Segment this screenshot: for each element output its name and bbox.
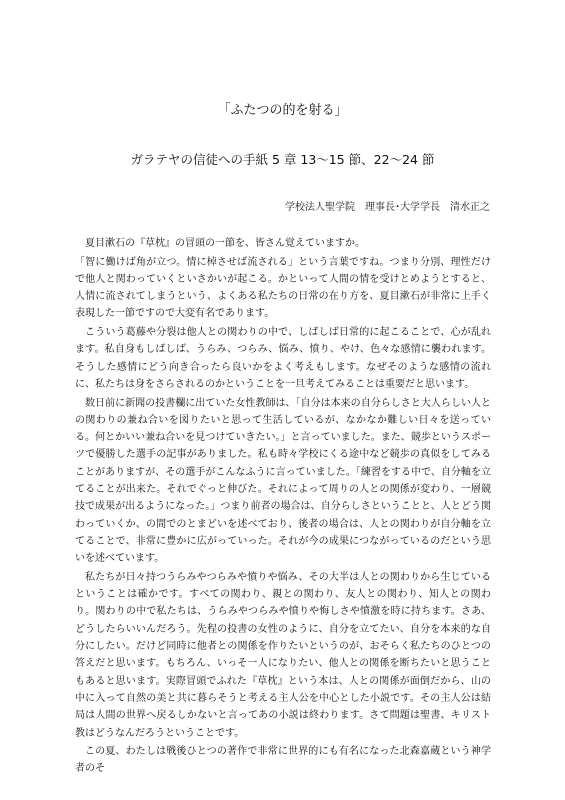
paragraph-closing: この夏、わたしは戦後ひとつの著作で非常に世界的にも有名になった北森嘉蔵という神学者のそ [75,746,491,775]
paragraph-intro: 夏目漱石の『草枕』の冒頭の一節を、皆さん覚えていますか。 [85,238,365,249]
paragraph-conflict: こういう葛藤や分裂は他人との関わりの中で、しばしば日常的に起こることで、心が乱れます。私自身もしばしば、うらみ、つらみ、悩み、憤り、やけ、色々な感情に襲われます。そうした感情にどう向き合ったら良いかをよく考えもします。なぜそのような感情の流れに、私たちは身をさらされるのかということを一旦考えてみることは重要だと思います。 [75,327,491,390]
paragraph-newspaper: 数日前に新聞の投書欄に出ていた女性教師は、「自分は本来の自分らしさと大人らしい人との関わりの兼ね合いを図りたいと思って生活しているが、なかなか難しい日々を送っている。何とかいい兼ね合いを見つけていきたい。」と言っていました。また、競歩というスポーツで優勝した選手の記事がありました。私も時々学校にくる途中など競歩の真似をしてみることがありますが、その選手がこんなふうに言っていました。「練習をする中で、自分軸を立てることが出来た。それでぐっと伸びた。それによって周りの人との関係が変わり、一層競技で成果が出るようになった。」つまり前者の場合は、自分らしさということと、人とどう関わっていくか、の間でのとまどいを述べており、後者の場合は、人との関わりが自分軸を立てることで、非常に豊かに広がっていった。それが今の成果につながっているのだという思いを述べています。 [75,397,491,565]
body-text [75,235,491,779]
paragraph-quote: 「智に働けば角が立つ。情に棹させば流される」という言葉ですね。つまり分別、理性だけで他人と関わっていくといさかいが起こる。かといって人間の情を受けとめようとすると、人情に流されてしまうという、よくある私たちの日常の在り方を、夏目漱石が非常に上手く表現した一節ですので大変有名であります。 [75,256,491,320]
scripture-reference: ガラテヤの信徒への手紙 5 章 13～15 節、22～24 節 [130,152,435,167]
author-line: 学校法人聖学院 理事長･大学学長 清水正之 [285,202,490,213]
paragraph-relationships: 私たちが日々持つうらみやつらみや憤りや悩み、その大半は人との関わりから生じているということは確かです。すべての関わり、親との関わり、友人との関わり、知人との関わり。関わりの中で私たちは、うらみやつらみや憤りや悔しさや憤激を時に持ちます。さあ、どうしたらいいんだろう。先程の投書の女性のように、自分を立てたい、自分を本来的な自分にしたい。だけど同時に他者との関係を作りたいというのが、おそらく私たちのひとつの答えだと思います。もちろん、いっそ一人になりたい、他人との関係を断ちたいと思うこともあると思います。実際冒頭でふれた『草枕』という本は、人との関係が面倒だから、山の中に入って自然の美と共に暮らそうと考える主人公を中心とした小説です。その主人公は結局は人間の世界へ戻るしかないと言ってあの小説は終わります。さて問題は聖書、キリスト教はどうなんだろうということです。 [75,571,491,739]
sermon-title: 「ふたつの的を射る」 [217,103,348,118]
